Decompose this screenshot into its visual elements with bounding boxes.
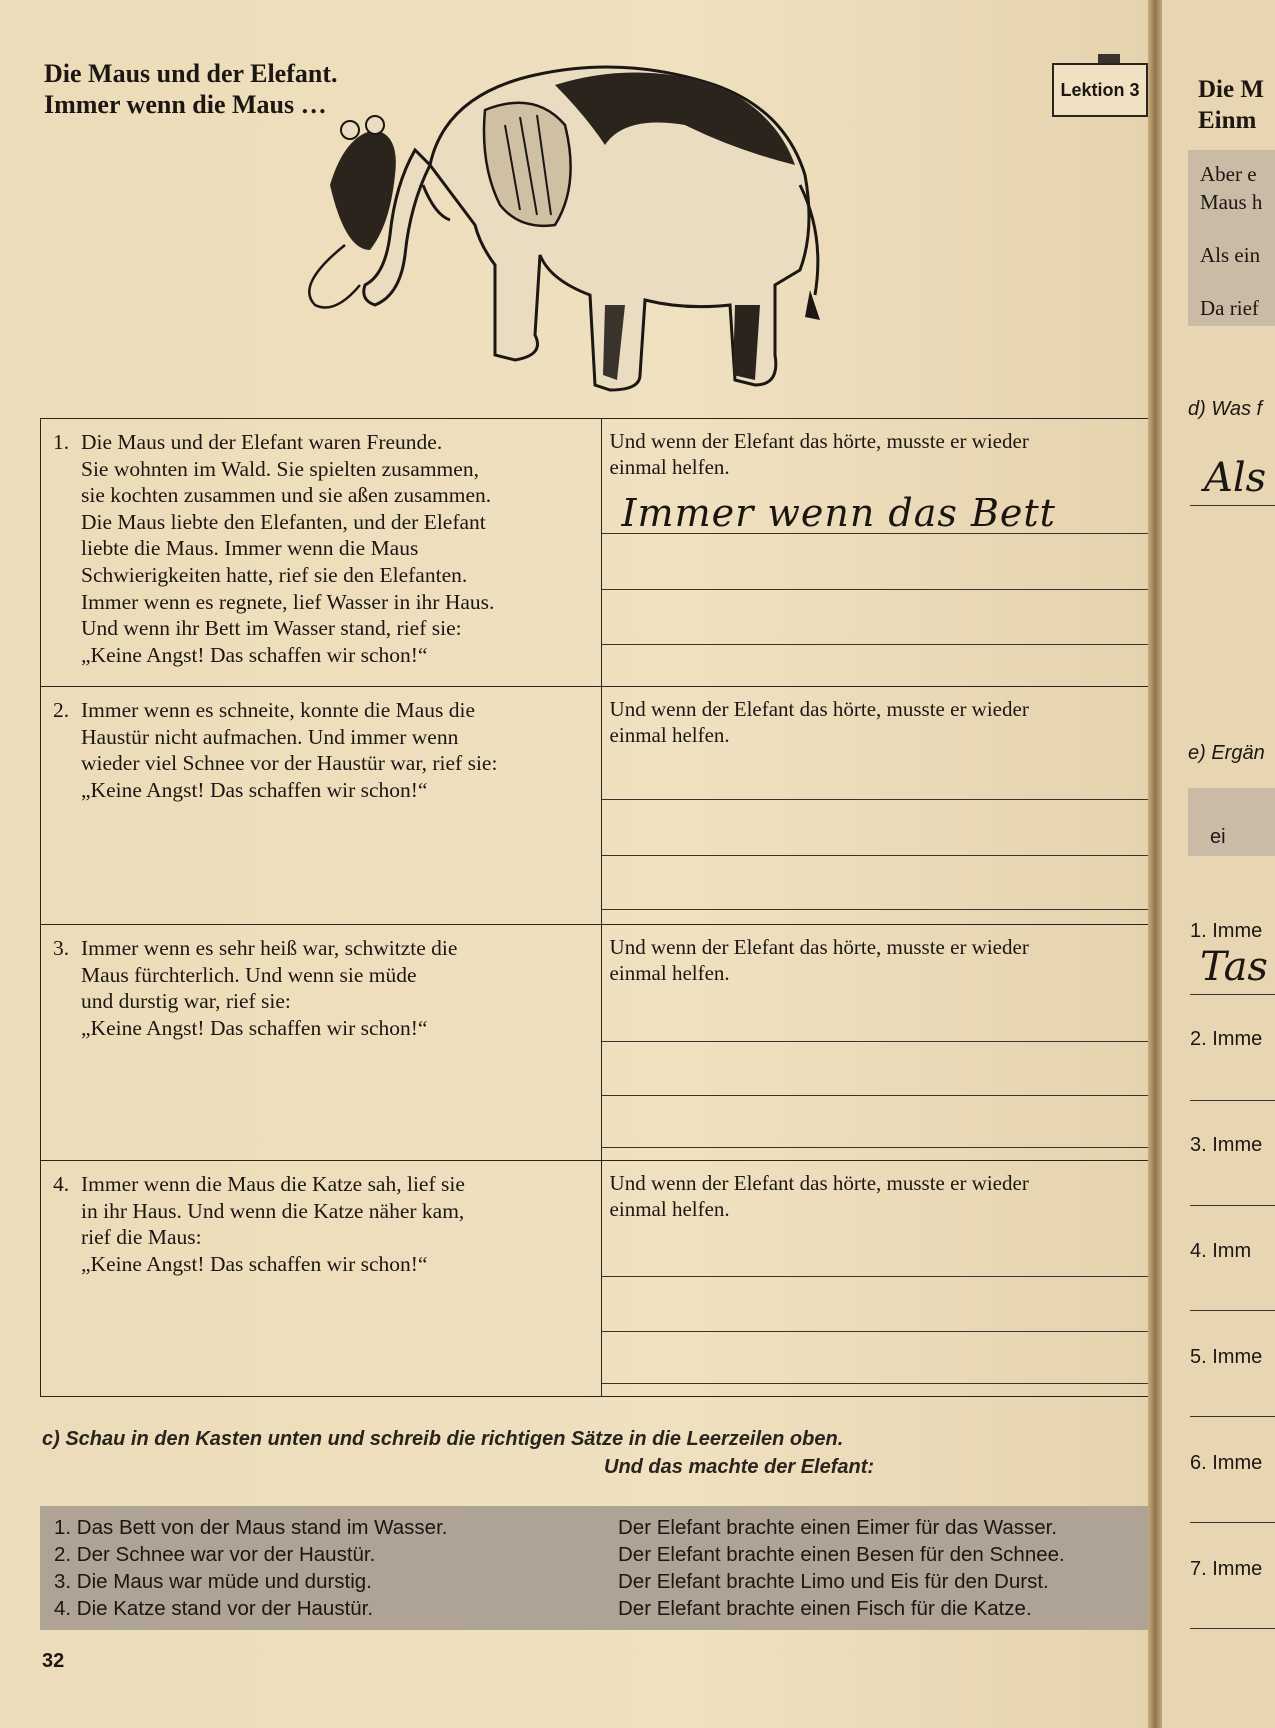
story-table — [40, 418, 1150, 1397]
story-line: Immer wenn die Maus die Katze sah, lief sie — [81, 1172, 465, 1196]
story-line: Und wenn ihr Bett im Wasser stand, rief sie: — [81, 616, 462, 641]
answer-cell — [601, 1161, 1149, 1397]
story-line: Die Maus liebte den Elefanten, und der Elefant — [81, 509, 486, 534]
story-cell — [41, 925, 602, 1161]
story-cell — [41, 419, 602, 687]
box-sentence-right: Der Elefant brachte einen Besen für den Schnee. — [618, 1543, 1065, 1566]
title-line-1: Die Maus und der Elefant. — [44, 59, 338, 88]
box-row — [54, 1597, 1032, 1624]
next-write-line — [1190, 994, 1275, 995]
write-line[interactable] — [602, 644, 1149, 645]
next-text: Als ein — [1200, 243, 1261, 267]
box-sentence-left: 2. Der Schnee war vor der Haustür. — [54, 1543, 376, 1566]
story-row-2 — [41, 687, 1150, 925]
story-row-1 — [41, 419, 1150, 687]
next-handwriting-d: Als — [1204, 455, 1267, 501]
next-text: Maus h — [1200, 190, 1263, 214]
next-page-edge — [1162, 0, 1275, 1728]
story-line: Die Maus und der Elefant waren Freunde. — [81, 430, 443, 454]
story-number: 3. — [53, 936, 70, 960]
story-number: 1. — [53, 430, 70, 454]
response-line-1: Und wenn der Elefant das hörte, musste er wieder — [609, 697, 1029, 721]
response-line-1: Und wenn der Elefant das hörte, musste er wieder — [609, 429, 1029, 453]
next-item: 1. Imme — [1190, 920, 1263, 942]
box-row — [54, 1516, 1058, 1543]
answer-box — [40, 1506, 1150, 1630]
story-number: 4. — [53, 1172, 70, 1196]
story-row-3 — [41, 925, 1150, 1161]
write-line[interactable] — [602, 799, 1149, 800]
story-number: 2. — [53, 698, 70, 722]
box-row — [54, 1543, 1065, 1570]
next-write-line — [1190, 1628, 1275, 1629]
story-row-4 — [41, 1161, 1150, 1397]
story-line: Maus fürchterlich. Und wenn sie müde — [81, 962, 417, 987]
next-item: 3. Imme — [1190, 1134, 1263, 1156]
write-line[interactable] — [602, 1276, 1149, 1277]
story-line: liebte die Maus. Immer wenn die Maus — [81, 536, 419, 561]
story-cell — [41, 687, 602, 925]
next-write-line — [1190, 505, 1275, 506]
next-item: 4. Imm — [1190, 1240, 1252, 1262]
next-item: 7. Imme — [1190, 1558, 1263, 1580]
box-sentence-right: Der Elefant brachte Limo und Eis für den Durst. — [618, 1570, 1049, 1593]
story-line: Schwierigkeiten hatte, rief sie den Elefanten. — [81, 562, 468, 587]
story-line: und durstig war, rief sie: — [81, 989, 291, 1014]
next-text: Aber e — [1200, 162, 1257, 186]
response-line-2: einmal helfen. — [609, 1197, 730, 1221]
handwritten-answer: Immer wenn das Bett — [621, 491, 1056, 535]
next-page-title — [1198, 74, 1264, 136]
page-title — [44, 58, 338, 120]
write-line[interactable] — [602, 1147, 1149, 1148]
box-sentence-left: 3. Die Maus war müde und durstig. — [54, 1570, 372, 1593]
next-item: 2. Imme — [1190, 1028, 1263, 1050]
next-page-grey-box-2 — [1188, 788, 1275, 856]
task-subheading: Und das machte der Elefant: — [604, 1456, 875, 1478]
story-cell — [41, 1161, 602, 1397]
story-line: Immer wenn es sehr heiß war, schwitzte die — [81, 936, 458, 960]
story-line: rief die Maus: — [81, 1225, 202, 1250]
story-line: „Keine Angst! Das schaffen wir schon!“ — [81, 642, 428, 667]
box-row — [54, 1570, 1049, 1597]
response-line-1: Und wenn der Elefant das hörte, musste er wieder — [609, 1171, 1029, 1195]
next-section-e: e) Ergän — [1188, 742, 1265, 764]
write-line[interactable] — [602, 1041, 1149, 1042]
book-spine — [1148, 0, 1162, 1728]
story-line: „Keine Angst! Das schaffen wir schon!“ — [81, 777, 428, 802]
title-line-2: Immer wenn die Maus … — [44, 90, 327, 119]
next-item: 5. Imme — [1190, 1346, 1263, 1368]
story-line: Sie wohnten im Wald. Sie spielten zusammen, — [81, 456, 479, 481]
story-line: Haustür nicht aufmachen. Und immer wenn — [81, 724, 459, 749]
next-title-line-2: Einm — [1198, 107, 1257, 134]
story-line: Immer wenn es regnete, lief Wasser in ihr Haus. — [81, 589, 495, 614]
write-line[interactable] — [602, 1095, 1149, 1096]
answer-cell — [601, 687, 1149, 925]
box-sentence-left: 1. Das Bett von der Maus stand im Wasser. — [54, 1516, 448, 1539]
write-line[interactable] — [602, 1331, 1149, 1332]
story-line: „Keine Angst! Das schaffen wir schon!“ — [81, 1251, 428, 1276]
response-line-2: einmal helfen. — [609, 723, 730, 747]
story-line: wieder viel Schnee vor der Haustür war, rief sie: — [81, 751, 498, 776]
box-sentence-left: 4. Die Katze stand vor der Haustür. — [54, 1597, 374, 1620]
box-sentence-right: Der Elefant brachte einen Eimer für das Wasser. — [618, 1516, 1058, 1539]
page-number: 32 — [42, 1650, 65, 1672]
next-ei: ei — [1210, 826, 1226, 848]
next-section-d: d) Was f — [1188, 398, 1263, 420]
write-line[interactable] — [602, 533, 1149, 534]
next-write-line — [1190, 1416, 1275, 1417]
mouse-elephant-illustration — [305, 55, 915, 430]
write-line[interactable] — [602, 1383, 1149, 1384]
answer-cell — [601, 419, 1149, 687]
write-line[interactable] — [602, 855, 1149, 856]
next-handwriting-1: Tas — [1200, 944, 1268, 990]
lektion-badge: Lektion 3 — [1052, 63, 1148, 117]
task-instruction: c) Schau in den Kasten unten und schreib die richtigen Sätze in die Leerzeilen oben. — [42, 1428, 844, 1450]
next-write-line — [1190, 1522, 1275, 1523]
box-sentence-right: Der Elefant brachte einen Fisch für die Katze. — [618, 1597, 1032, 1620]
story-line: sie kochten zusammen und sie aßen zusammen. — [81, 483, 492, 508]
story-line: „Keine Angst! Das schaffen wir schon!“ — [81, 1015, 428, 1040]
story-line: in ihr Haus. Und wenn die Katze näher kam, — [81, 1198, 465, 1223]
next-item: 6. Imme — [1190, 1452, 1263, 1474]
response-line-1: Und wenn der Elefant das hörte, musste er wieder — [609, 935, 1029, 959]
answer-cell — [601, 925, 1149, 1161]
next-write-line — [1190, 1100, 1275, 1101]
next-title-line-1: Die M — [1198, 76, 1264, 103]
next-write-line — [1190, 1310, 1275, 1311]
next-write-line — [1190, 1205, 1275, 1206]
next-text: Da rief — [1200, 296, 1259, 320]
story-line: Immer wenn es schneite, konnte die Maus die — [81, 698, 476, 722]
write-line[interactable] — [602, 589, 1149, 590]
response-line-2: einmal helfen. — [609, 961, 730, 985]
write-line[interactable] — [602, 909, 1149, 910]
response-line-2: einmal helfen. — [609, 455, 730, 479]
